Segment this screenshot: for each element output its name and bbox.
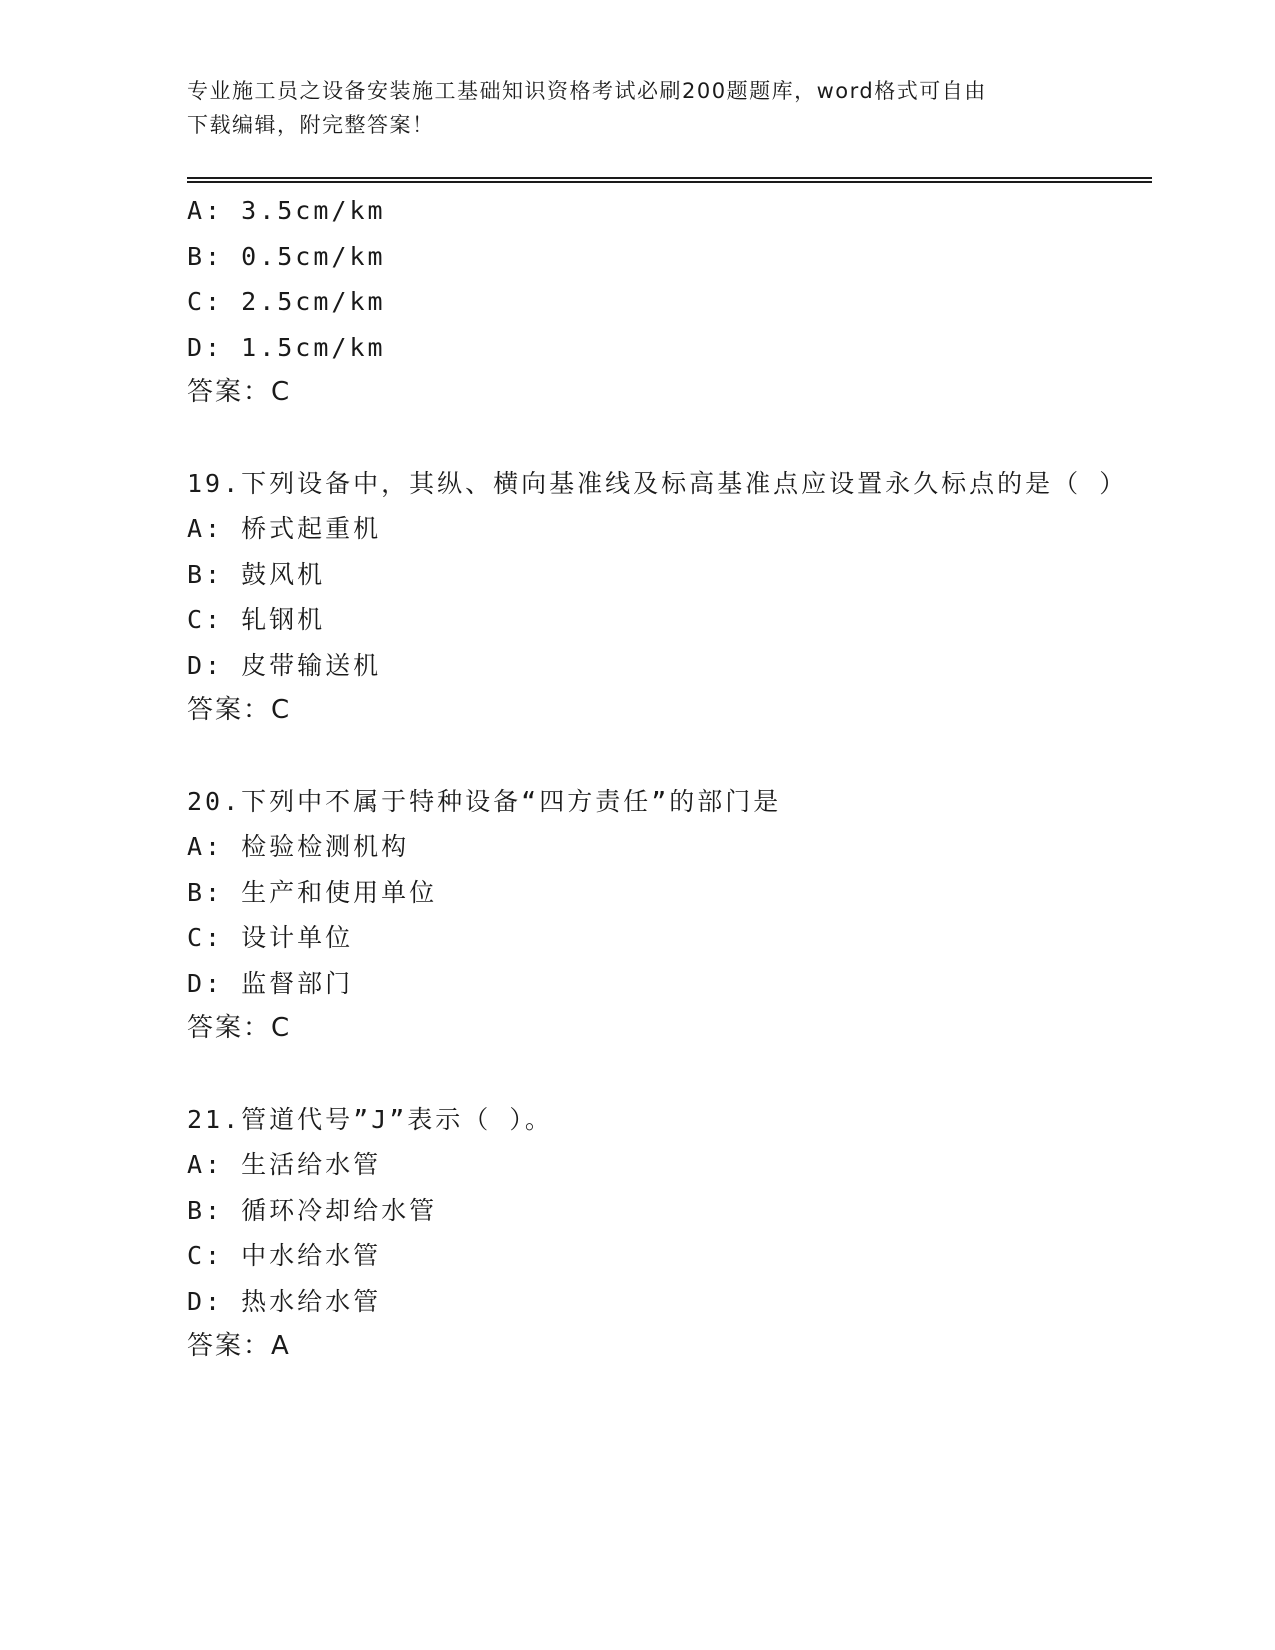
question-block [187, 461, 1128, 734]
option-c: C: 2.5cm/km [187, 287, 386, 316]
option-c: C: 轧钢机 [187, 605, 326, 634]
document-header [187, 74, 1087, 142]
answer-line: 答案：C [187, 695, 292, 725]
option-c: C: 设计单位 [187, 923, 354, 952]
option-d: D: 热水给水管 [187, 1286, 382, 1316]
question-text: 21.管道代号”J”表示（ ）。 [187, 1104, 553, 1134]
option-b: B: 循环冷却给水管 [187, 1195, 438, 1225]
option-b: B: 0.5cm/km [187, 241, 386, 271]
header-line-1: 专业施工员之设备安装施工基础知识资格考试必刷200题题库，word格式可自由 [187, 79, 987, 103]
option-a: A: 生活给水管 [187, 1150, 382, 1179]
option-c: C: 中水给水管 [187, 1241, 382, 1270]
question-list [187, 188, 1128, 1370]
option-a: A: 3.5cm/km [187, 196, 386, 225]
question-text: 19.下列设备中，其纵、横向基准线及标高基准点应设置永久标点的是（ ） [187, 468, 1128, 498]
question-block [187, 188, 1117, 416]
question-text: 20.下列中不属于特种设备“四方责任”的部门是 [187, 786, 782, 816]
header-line-2: 下载编辑，附完整答案！ [187, 113, 435, 137]
header-divider-bottom [187, 181, 1152, 183]
option-a: A: 桥式起重机 [187, 514, 382, 543]
option-d: D: 皮带输送机 [187, 650, 382, 680]
answer-line: 答案：C [187, 1013, 292, 1043]
question-block [187, 779, 1117, 1052]
answer-line: 答案：A [187, 1331, 291, 1361]
option-d: D: 1.5cm/km [187, 332, 386, 362]
option-b: B: 鼓风机 [187, 559, 326, 589]
option-d: D: 监督部门 [187, 968, 354, 998]
option-a: A: 检验检测机构 [187, 832, 410, 861]
option-b: B: 生产和使用单位 [187, 877, 438, 907]
answer-line: 答案：C [187, 377, 292, 407]
question-block [187, 1097, 1117, 1370]
header-divider-top [187, 177, 1152, 179]
